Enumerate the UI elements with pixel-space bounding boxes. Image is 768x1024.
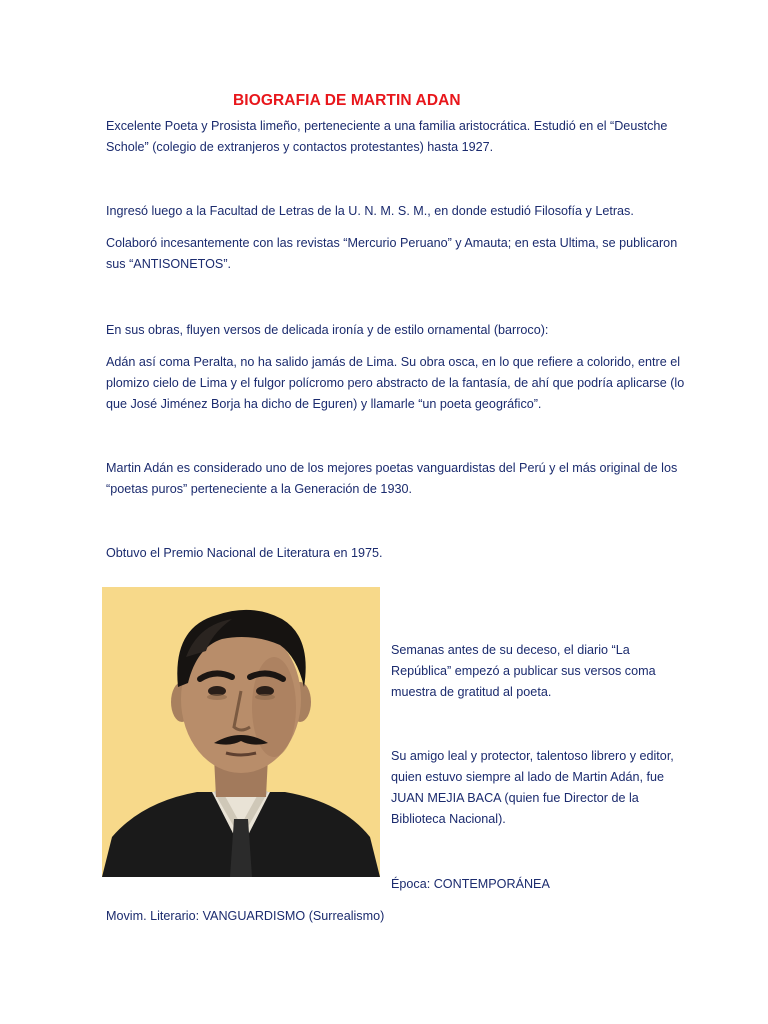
portrait-illustration [102,587,380,877]
paragraph-lima: Adán así coma Peralta, no ha salido jamás de Lima. Su obra osca, en lo que refiere a colorido, entre el plomizo cielo de Lima y el fulgor polícromo pero abstracto de la fantasía, de ahí que podría aplicarse (lo que José Jiménez Borja ha dicho de Eguren) y llamarle “un poeta geográfico”. [106,355,685,411]
paragraph-vanguard: Martin Adán es considerado uno de los mejores poetas vanguardistas del Perú y el más original de los “poetas puros” perteneciente a la Generación de 1930. [106,461,678,496]
paragraph-education: Ingresó luego a la Facultad de Letras de la U. N. M. S. M., en donde estudió Filosofía y Letras. [106,204,634,218]
paragraph-movement: Movim. Literario: VANGUARDISMO (Surrealismo) [106,909,385,923]
paragraph-style: En sus obras, fluyen versos de delicada ironía y de estilo ornamental (barroco): [106,323,549,337]
paragraph-intro: Excelente Poeta y Prosista limeño, perteneciente a una familia aristocrática. Estudió en el “Deustche Schole” (colegio de extranjeros y contactos protestantes) hasta 1927. [106,119,668,154]
side-paragraph-friend: Su amigo leal y protector, talentoso librero y editor, quien estuvo siempre al lado de Martin Adán, fue JUAN MEJIA BACA (quien fue Director de la Biblioteca Nacional). [391,749,674,826]
page-title: BIOGRAFIA DE MARTIN ADAN [233,92,461,109]
side-paragraph-epoch: Época: CONTEMPORÁNEA [391,877,550,891]
paragraph-award: Obtuvo el Premio Nacional de Literatura en 1975. [106,546,383,560]
paragraph-magazines: Colaboró incesantemente con las revistas “Mercurio Peruano” y Amauta; en esta Ultima, se publicaron sus “ANTISONETOS”. [106,236,678,271]
portrait-photo [102,587,380,877]
side-paragraph-republica: Semanas antes de su deceso, el diario “La República” empezó a publicar sus versos coma muestra de gratitud al poeta. [391,643,656,699]
